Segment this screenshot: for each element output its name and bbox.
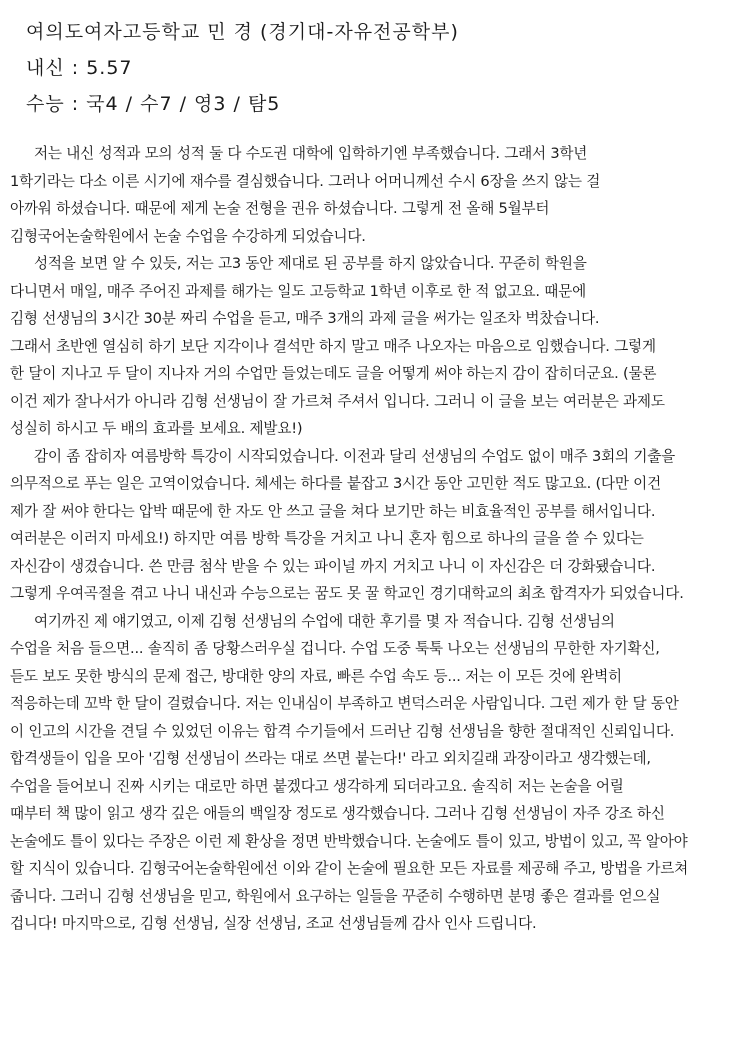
body-line: 합격생들이 입을 모아 '김형 선생님이 쓰라는 대로 쓰면 붙는다!' 라고 외치길래 과장이라고 생각했는데, (10, 750, 651, 767)
body-line: 한 달이 지나고 두 달이 지나자 거의 수업만 들었는데도 글을 어떻게 써야 하는지 감이 잡히더군요. (물론 (10, 365, 657, 382)
body-line: 때부터 책 많이 읽고 생각 깊은 애들의 백일장 정도로 생각했습니다. 그러나 김형 선생님이 자주 강조 하신 (10, 805, 665, 822)
body-line: 아까워 하셨습니다. 때문에 제게 논술 전형을 권유 하셨습니다. 그렇게 전 올해 5월부터 (10, 200, 550, 217)
body-line: 논술에도 틀이 있다는 주장은 이런 제 환상을 정면 반박했습니다. 논술에도 틀이 있고, 방법이 있고, 꼭 알아야 (10, 832, 688, 850)
body-line: 제가 잘 써야 한다는 압박 때문에 한 자도 안 쓰고 글을 쳐다 보기만 하는 비효율적인 공부를 해서입니다. (10, 502, 656, 520)
body-line: 겁니다! 마지막으로, 김형 선생님, 실장 선생님, 조교 선생님들께 감사 인사 드립니다. (10, 915, 537, 932)
body-line: 다니면서 매일, 매주 주어진 과제를 해가는 일도 고등학교 1학년 이후로 한 적 없고요. 때문에 (10, 282, 586, 300)
body-line: 김형 선생님의 3시간 30분 짜리 수업을 듣고, 매주 3개의 과제 글을 써가는 일조차 벅찼습니다. (10, 310, 600, 327)
school-name-line: 여의도여자고등학교 민 경 (경기대-자유전공학부) (26, 21, 459, 43)
body-line: 그렇게 우여곡절을 겪고 나니 내신과 수능으로는 꿈도 못 꿀 학교인 경기대학교의 최초 합격자가 되었습니다. (10, 585, 684, 602)
body-line: 적응하는데 꼬박 한 달이 걸렸습니다. 저는 인내심이 부족하고 변덕스러운 사람입니다. 그런 제가 한 달 동안 (10, 695, 679, 712)
body-line: 1학기라는 다소 이른 시기에 재수를 결심했습니다. 그러나 어머니께선 수시 6장을 쓰지 않는 걸 (10, 172, 601, 190)
body-line: 수업을 처음 들으면... 솔직히 좀 당황스러우실 겁니다. 수업 도중 툭툭 나오는 선생님의 무한한 자기확신, (10, 640, 660, 657)
body-line: 성실히 하시고 두 배의 효과를 보세요. 제발요!) (10, 420, 303, 437)
body-line: 의무적으로 푸는 일은 고역이었습니다. 체세는 하다를 붙잡고 3시간 동안 고민한 적도 많고요. (다만 이건 (10, 475, 661, 492)
body-line: 줍니다. 그러니 김형 선생님을 믿고, 학원에서 요구하는 일들을 꾸준히 수행하면 분명 좋은 결과를 얻으실 (10, 887, 661, 905)
body-line: 저는 내신 성적과 모의 성적 둘 다 수도권 대학에 입학하기엔 부족했습니다. 그래서 3학년 (34, 145, 588, 162)
body-line: 그래서 초반엔 열심히 하기 보단 지각이나 결석만 하지 말고 매주 나오자는 마음으로 임했습니다. 그렇게 (10, 337, 656, 355)
body-line: 이건 제가 잘나서가 아니라 김형 선생님이 잘 가르쳐 주셔서 입니다. 그러니 이 글을 보는 여러분은 과제도 (10, 392, 665, 410)
body-line: 수업을 들어보니 진짜 시키는 대로만 하면 붙겠다고 생각하게 되더라고요. 솔직히 저는 논술을 어릴 (10, 777, 624, 795)
review-body (10, 140, 738, 938)
student-info-header (26, 14, 726, 122)
body-line: 할 지식이 있습니다. 김형국어논술학원에선 이와 같이 논술에 필요한 모든 자료를 제공해 주고, 방법을 가르쳐 (10, 860, 689, 877)
gpa-line: 내신 : 5.57 (26, 57, 133, 79)
body-line: 여기까진 제 얘기였고, 이제 김형 선생님의 수업에 대한 후기를 몇 자 적습니다. 김형 선생님의 (34, 612, 615, 630)
body-line: 여러분은 이러지 마세요!) 하지만 여름 방학 특강을 거치고 나니 혼자 힘으로 하나의 글을 쓸 수 있다는 (10, 530, 644, 547)
body-line: 듣도 보도 못한 방식의 문제 접근, 방대한 양의 자료, 빠른 수업 속도 등... 저는 이 모든 것에 완벽히 (10, 667, 622, 685)
body-line: 자신감이 생겼습니다. 쓴 만큼 첨삭 받을 수 있는 파이널 까지 거치고 나니 이 자신감은 더 강화됐습니다. (10, 557, 656, 575)
suneung-line: 수능 : 국4 / 수7 / 영3 / 탐5 (26, 93, 281, 115)
body-line: 이 인고의 시간을 견딜 수 있었던 이유는 합격 수기들에서 드러난 김형 선생님을 향한 절대적인 신뢰입니다. (10, 722, 675, 740)
body-line: 감이 좀 잡히자 여름방학 특강이 시작되었습니다. 이전과 달리 선생님의 수업도 없이 매주 3회의 기출을 (34, 447, 676, 465)
body-line: 성적을 보면 알 수 있듯, 저는 고3 동안 제대로 된 공부를 하지 않았습니다. 꾸준히 학원을 (34, 255, 587, 272)
body-line: 김형국어논술학원에서 논술 수업을 수강하게 되었습니다. (10, 227, 366, 245)
